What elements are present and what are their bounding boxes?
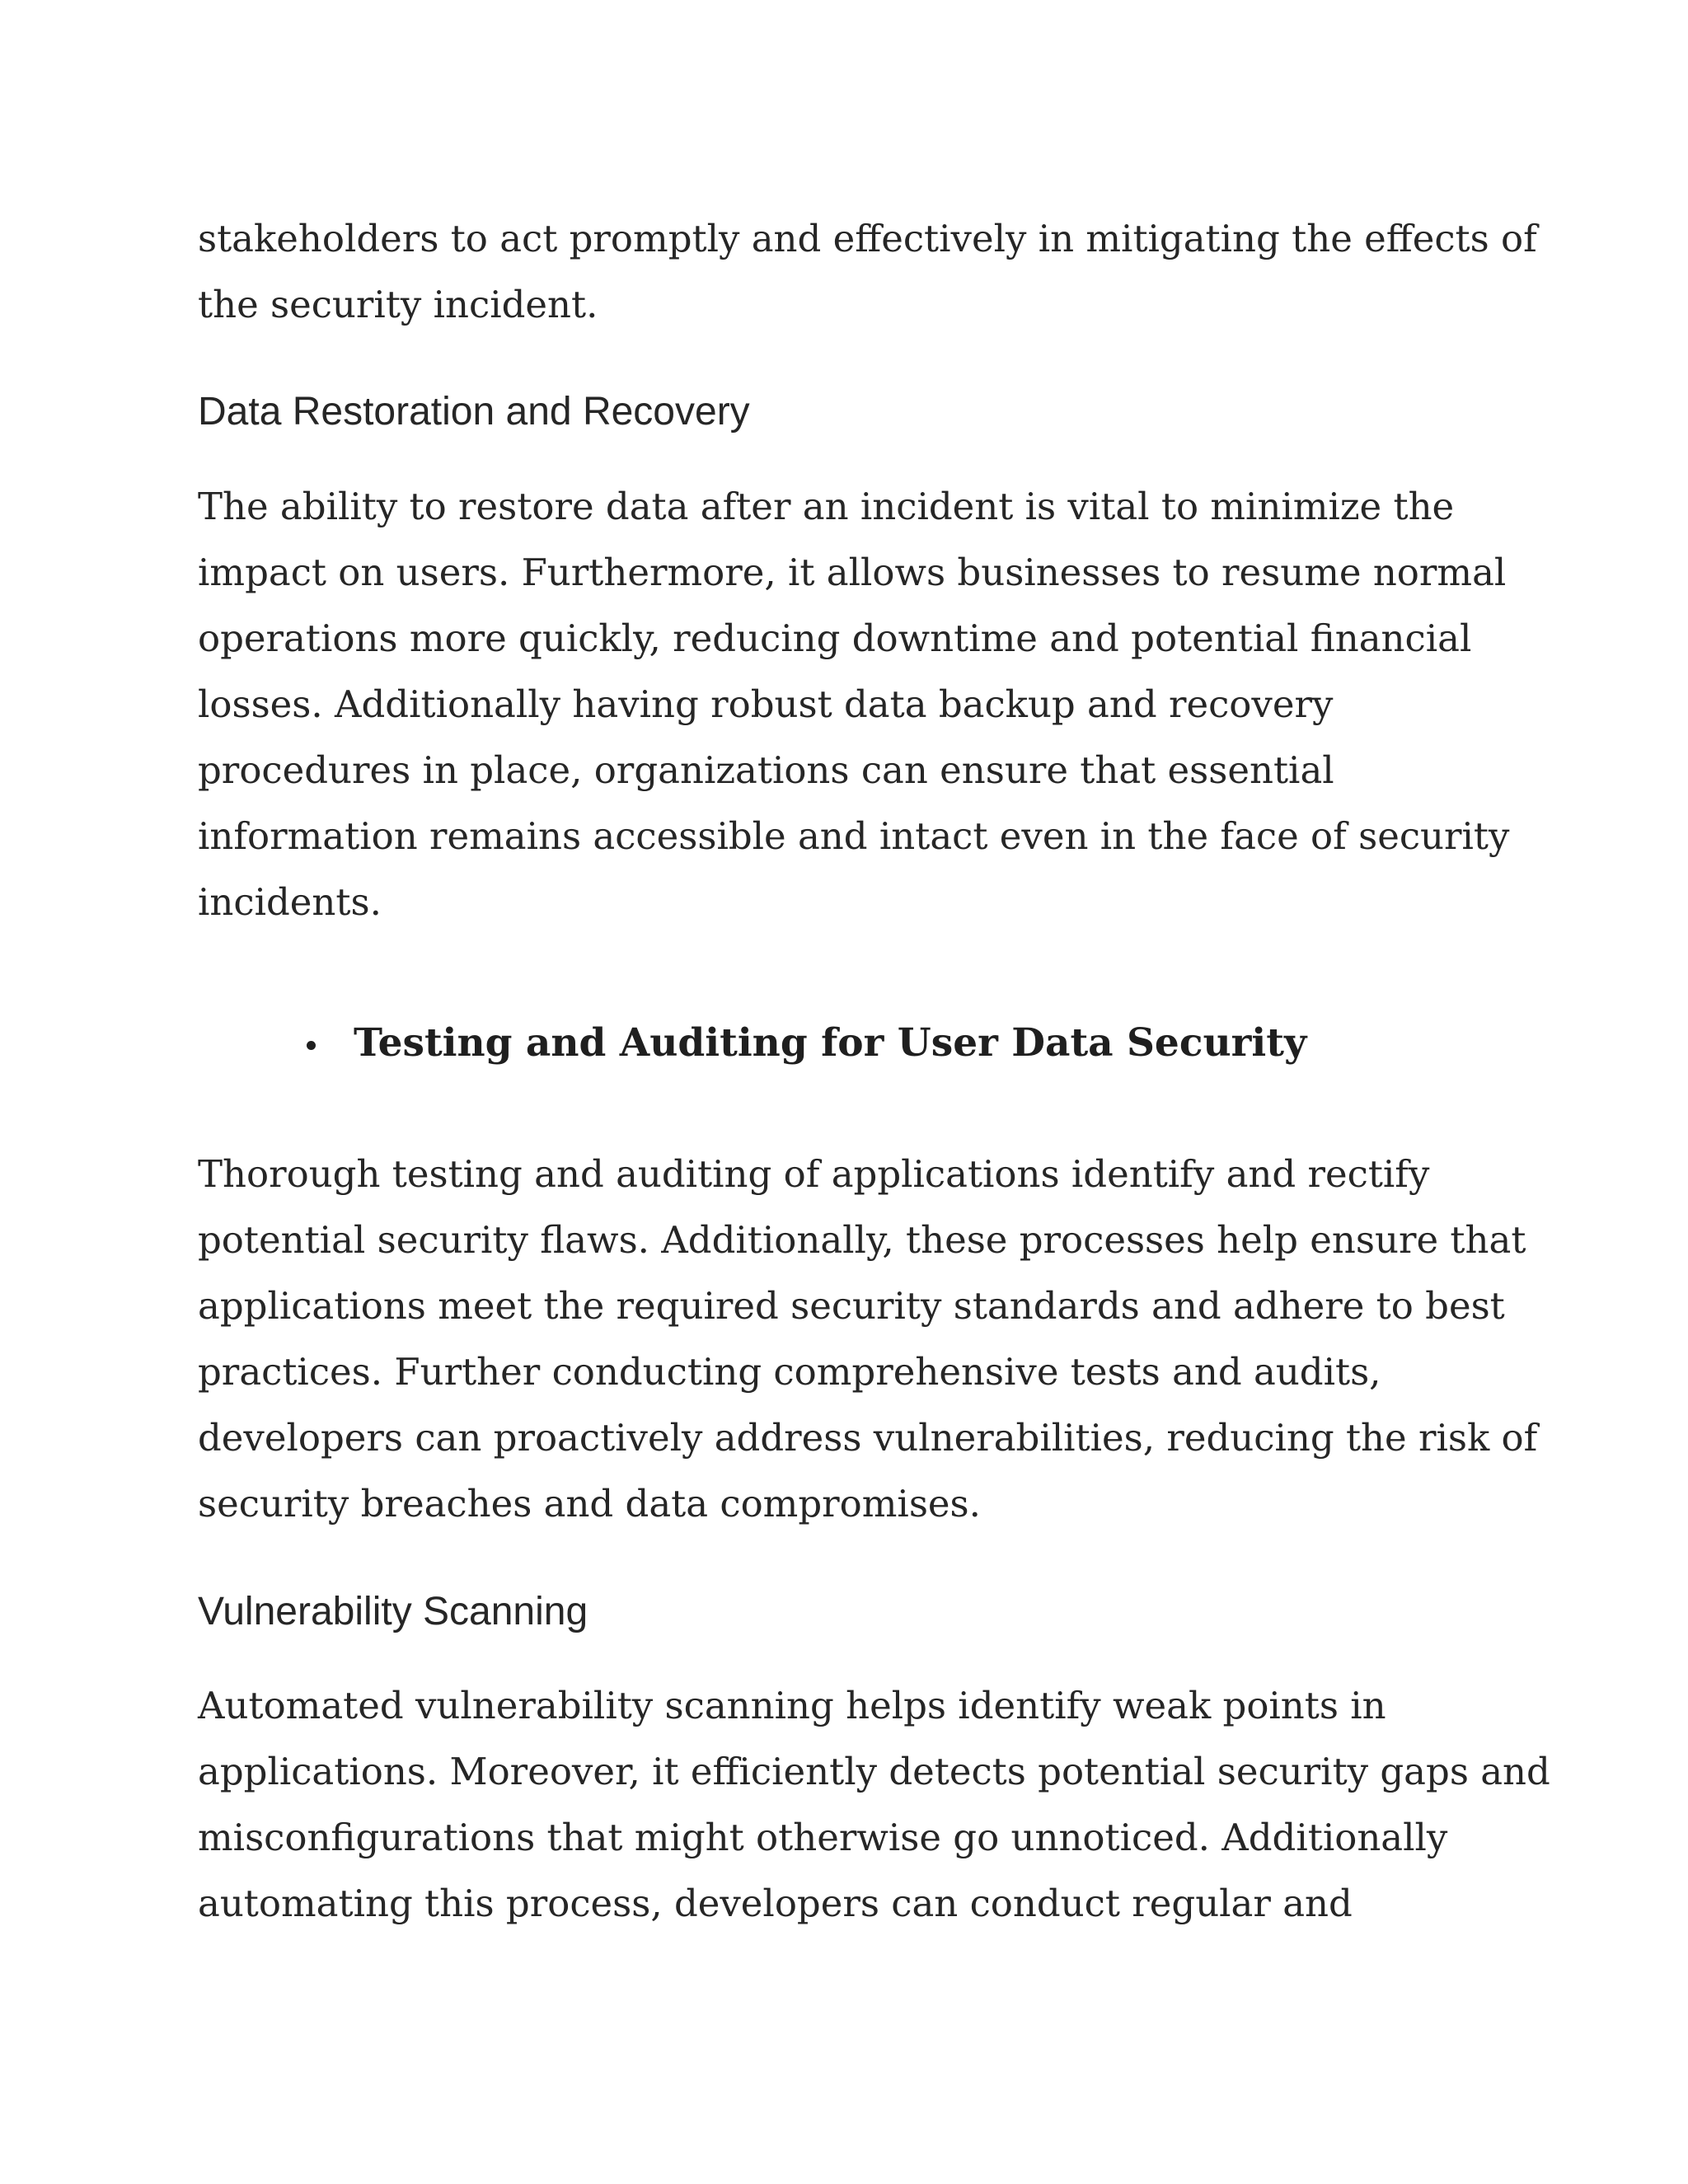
paragraph-data-restoration: [198, 474, 1533, 935]
text-line: Automated vulnerability scanning helps identify weak points in: [198, 1684, 1386, 1727]
text-line: procedures in place, organizations can ensure that essential: [198, 748, 1334, 792]
paragraph-testing-auditing: [198, 1141, 1538, 1537]
heading-data-restoration: Data Restoration and Recovery: [198, 390, 750, 434]
text-line: automating this process, developers can conduct regular and: [198, 1882, 1353, 1925]
text-line: the security incident.: [198, 283, 598, 326]
text-line: losses. Additionally having robust data backup and recovery: [198, 682, 1334, 726]
paragraph-incident-response-end: [198, 206, 1537, 338]
bullet-icon: [307, 1041, 316, 1050]
text-line: impact on users. Furthermore, it allows businesses to resume normal: [198, 551, 1507, 594]
text-line: incidents.: [198, 880, 382, 924]
text-line: developers can proactively address vulnerabilities, reducing the risk of: [198, 1416, 1538, 1460]
text-line: applications meet the required security standards and adhere to best: [198, 1284, 1505, 1328]
bullet-list-item: [307, 1010, 1306, 1076]
text-line: stakeholders to act promptly and effectively in mitigating the effects of: [198, 217, 1537, 260]
text-line: information remains accessible and intact even in the face of security: [198, 814, 1510, 858]
text-line: security breaches and data compromises.: [198, 1482, 981, 1526]
text-line: Thorough testing and auditing of applications identify and rectify: [198, 1152, 1430, 1196]
heading-vulnerability-scanning: Vulnerability Scanning: [198, 1590, 588, 1633]
text-line: misconfigurations that might otherwise go unnoticed. Additionally: [198, 1816, 1448, 1859]
text-line: applications. Moreover, it efficiently detects potential security gaps and: [198, 1750, 1550, 1793]
text-line: The ability to restore data after an incident is vital to minimize the: [198, 485, 1455, 528]
text-line: potential security flaws. Additionally, these processes help ensure that: [198, 1218, 1526, 1262]
bullet-heading-testing-auditing: Testing and Auditing for User Data Security: [354, 1019, 1307, 1066]
paragraph-vulnerability-scanning: [198, 1673, 1550, 1937]
text-line: practices. Further conducting comprehensive tests and audits,: [198, 1350, 1381, 1394]
text-line: operations more quickly, reducing downtime and potential financial: [198, 616, 1472, 660]
